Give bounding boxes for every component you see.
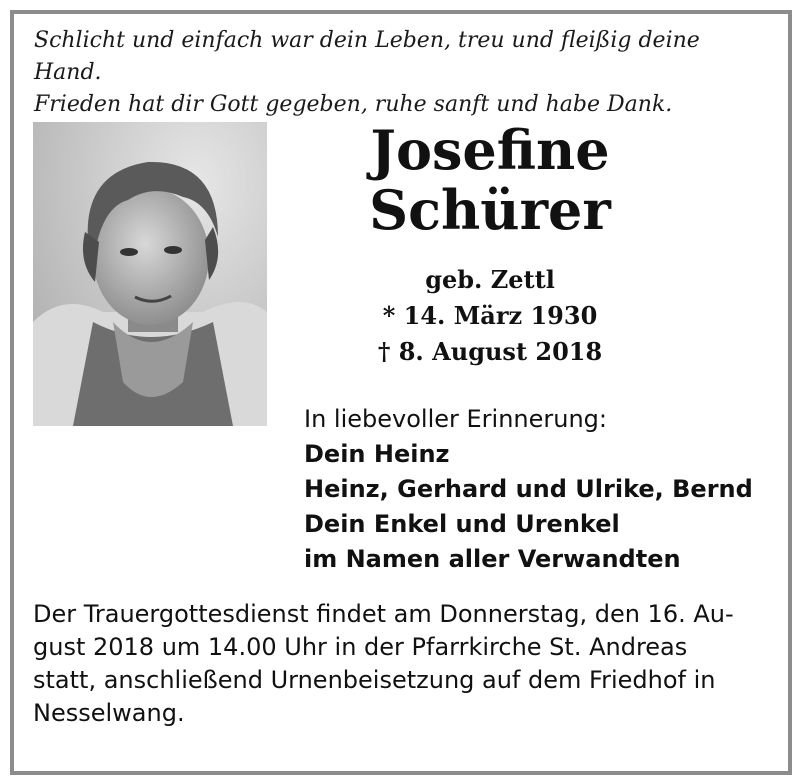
service-line: statt, anschließend Urnenbeisetzung auf dem Friedhof in [33, 666, 716, 694]
life-dates [300, 262, 680, 370]
deceased-name [300, 120, 680, 240]
verse [34, 25, 774, 121]
remembrance-intro: In liebevoller Erinnerung: [304, 405, 607, 433]
service-announcement [33, 598, 759, 730]
maiden-name: geb. Zettl [425, 265, 555, 294]
birth-date: * 14. März 1930 [382, 301, 598, 330]
verse-line: Schlicht und einfach war dein Leben, treu und fleißig deine Hand. [34, 28, 700, 85]
verse-line: Frieden hat dir Gott gegeben, ruhe sanft und habe Dank. [34, 92, 673, 117]
remembrance-block [304, 402, 774, 577]
mourner-line: Dein Heinz [304, 440, 450, 468]
portrait-photo [33, 122, 267, 426]
mourner-line: im Namen aller Verwandten [304, 545, 681, 573]
last-name: Schürer [369, 178, 611, 242]
first-name: Josefine [370, 118, 610, 182]
service-line: Nesselwang. [33, 699, 185, 727]
service-line: Der Trauergottesdienst findet am Donnerstag, den 16. Au- [33, 600, 734, 628]
mourner-line: Dein Enkel und Urenkel [304, 510, 620, 538]
mourner-line: Heinz, Gerhard und Ulrike, Bernd [304, 475, 753, 503]
death-date: † 8. August 2018 [377, 337, 603, 366]
service-line: gust 2018 um 14.00 Uhr in der Pfarrkirche St. Andreas [33, 633, 688, 661]
